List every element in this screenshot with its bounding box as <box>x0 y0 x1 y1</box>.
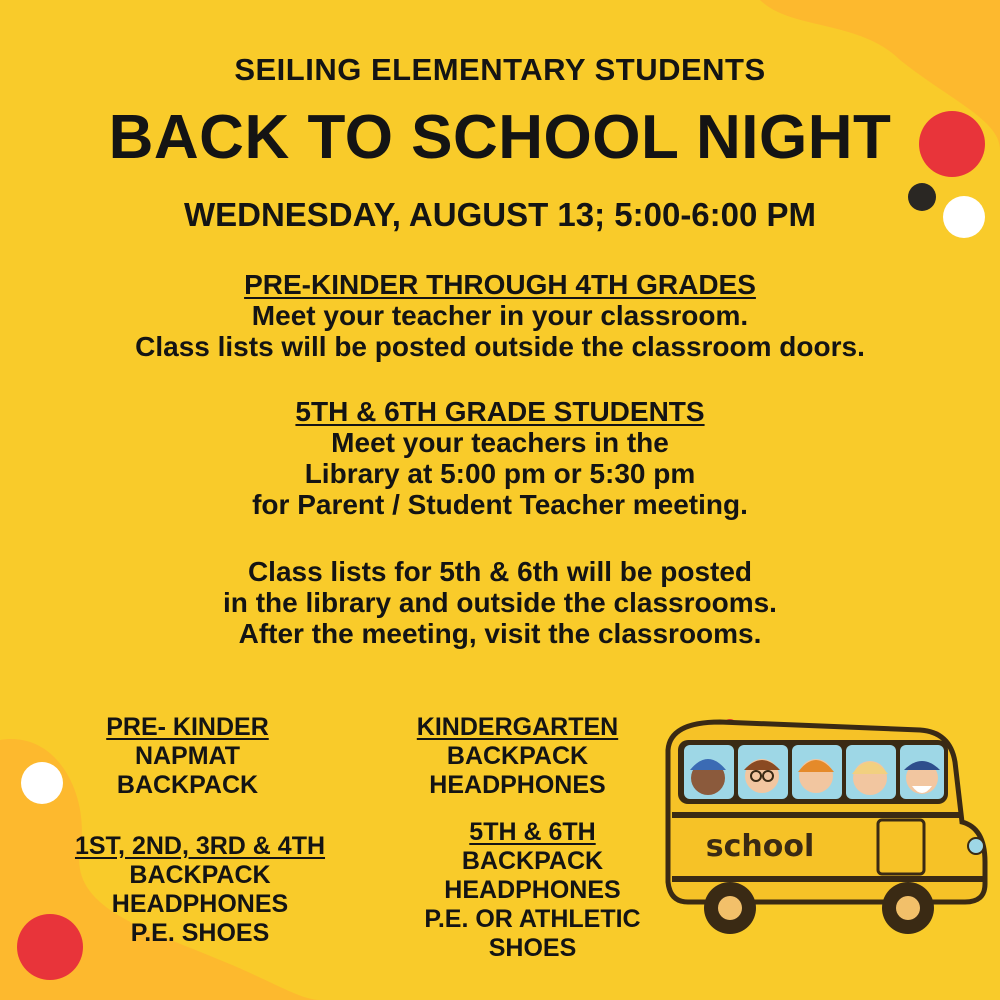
supply-item: HEADPHONES <box>111 890 289 918</box>
supply-item: P.E. SHOES <box>130 919 270 947</box>
section-line: Class lists will be posted outside the classroom doors. <box>135 331 865 362</box>
supplies-heading: PRE- KINDER <box>106 713 269 741</box>
section-heading: PRE-KINDER THROUGH 4TH GRADES <box>244 269 756 300</box>
supply-item: NAPMAT <box>134 742 241 770</box>
supply-item: BACKPACK <box>446 742 589 770</box>
supply-item: BACKPACK <box>461 847 604 875</box>
section-line: Class lists for 5th & 6th will be posted <box>247 556 753 587</box>
school-bus-illustration <box>650 712 990 942</box>
supplies-prekinder <box>60 713 315 800</box>
supply-item: BACKPACK <box>129 861 271 889</box>
supplies-heading: KINDERGARTEN <box>416 713 619 741</box>
supplies-heading: 5TH & 6TH <box>469 818 596 846</box>
supply-item: HEADPHONES <box>429 771 606 799</box>
white-dot-left <box>21 762 63 804</box>
grades-5-6-section <box>0 396 1000 520</box>
class-list-note <box>0 556 1000 649</box>
section-line: After the meeting, visit the classrooms. <box>238 618 762 649</box>
supply-item: P.E. OR ATHLETIC <box>424 905 641 933</box>
supply-item: HEADPHONES <box>444 876 621 904</box>
supplies-grades-5-6 <box>390 818 675 963</box>
school-name: SEILING ELEMENTARY STUDENTS <box>234 52 766 87</box>
supplies-kindergarten <box>390 713 645 800</box>
section-line: for Parent / Student Teacher meeting. <box>252 489 748 520</box>
bus-label: school <box>705 829 815 864</box>
supply-item: SHOES <box>488 934 577 962</box>
event-title: BACK TO SCHOOL NIGHT <box>108 103 892 172</box>
supply-item: BACKPACK <box>116 771 259 799</box>
prek-4-section <box>0 269 1000 362</box>
supplies-grades-1-4 <box>40 832 360 948</box>
event-date: WEDNESDAY, AUGUST 13; 5:00-6:00 PM <box>183 196 817 233</box>
section-line: in the library and outside the classrooms. <box>223 587 777 618</box>
section-line: Meet your teachers in the <box>331 427 669 458</box>
section-heading: 5TH & 6TH GRADE STUDENTS <box>295 396 705 427</box>
supplies-heading: 1ST, 2ND, 3RD & 4TH <box>74 832 326 860</box>
section-line: Library at 5:00 pm or 5:30 pm <box>304 458 696 489</box>
section-line: Meet your teacher in your classroom. <box>251 300 749 331</box>
